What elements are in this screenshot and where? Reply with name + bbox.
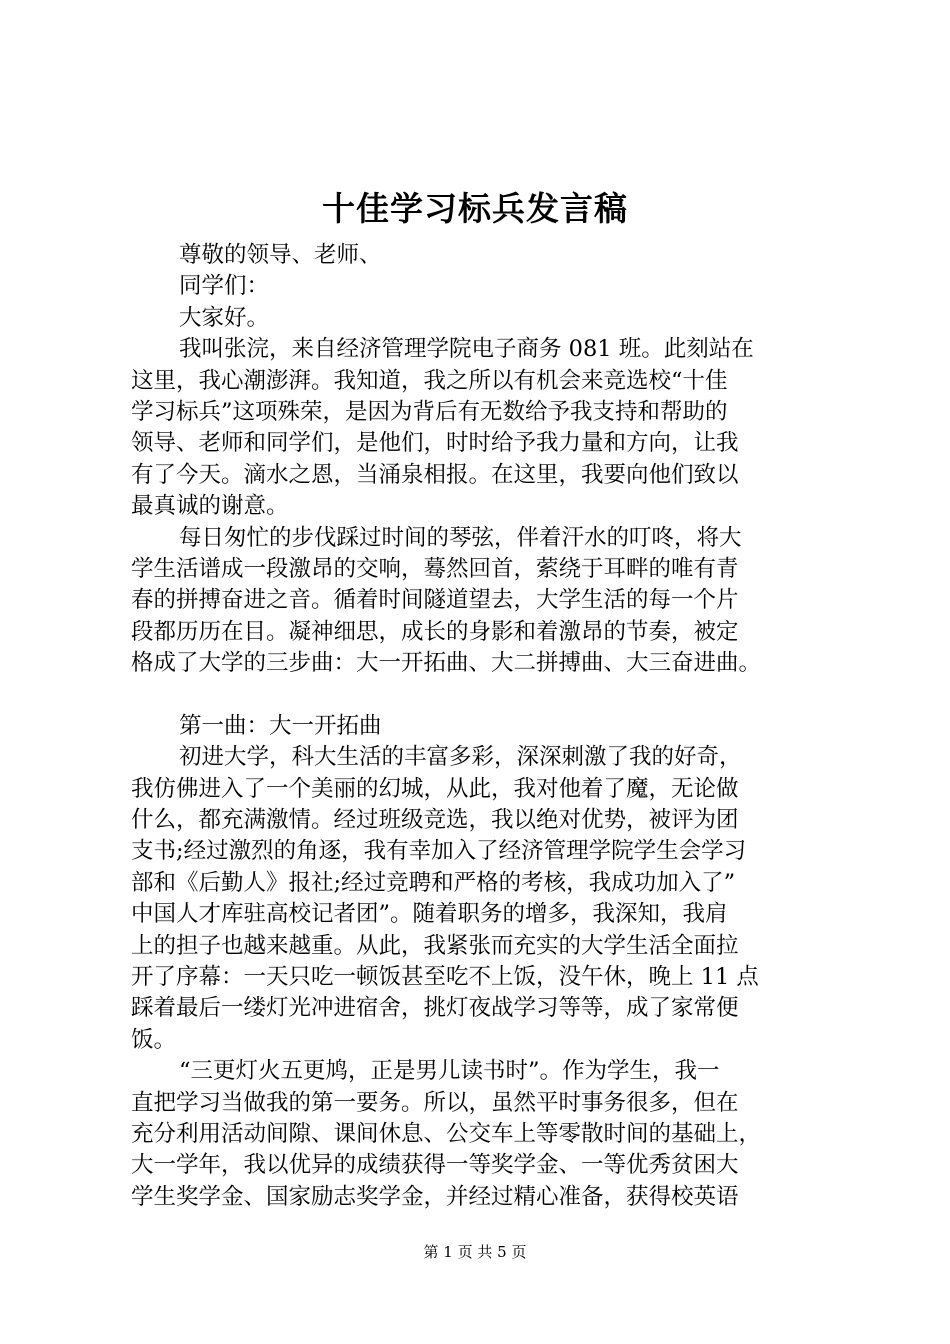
paragraph-line: 最真诚的谢意。: [131, 493, 289, 520]
paragraph-line: 上的担子也越来越重。从此，我紧张而充实的大学生活全面拉: [131, 932, 739, 959]
paragraph-line: 格成了大学的三步曲：大一开拓曲、大二拼搏曲、大三奋进曲。: [131, 650, 762, 677]
paragraph-line: 中国人才库驻高校记者团”。随着职务的增多，我深知，我肩: [131, 901, 728, 928]
paragraph-line: “三更灯火五更鸠，正是男儿读书时”。作为学生，我一: [179, 1058, 720, 1085]
paragraph-line: 我仿佛进入了一个美丽的幻城，从此，我对他着了魔，无论做: [131, 775, 739, 802]
salutation-line: 尊敬的领导、老师、: [179, 242, 382, 268]
paragraph-line: 直把学习当做我的第一要务。所以，虽然平时事务很多，但在: [131, 1089, 739, 1116]
paragraph-line: 学生奖学金、国家励志奖学金，并经过精心准备，获得校英语: [131, 1183, 739, 1210]
salutation-line: 同学们：: [179, 273, 270, 300]
paragraph-line: 每日匆忙的步伐踩过时间的琴弦，伴着汗水的叮咚，将大: [179, 524, 742, 551]
paragraph-line: 这里，我心潮澎湃。我知道，我之所以有机会来竞选校“十佳: [131, 367, 728, 394]
paragraph-line: 春的拼搏奋进之音。循着时间隧道望去，大学生活的每一个片: [131, 587, 739, 614]
paragraph-line: 开了序幕：一天只吃一顿饭甚至吃不上饭，没午休，晚上 11 点: [131, 963, 759, 990]
paragraph-line: 饭。: [131, 1026, 177, 1053]
section-heading: 第一曲：大一开拓曲: [179, 712, 382, 739]
paragraph-line: 支书;经过激烈的角逐，我有幸加入了经济管理学院学生会学习: [131, 838, 747, 865]
paragraph-line: 充分利用活动间隙、课间休息、公交车上等零散时间的基础上，: [131, 1120, 762, 1147]
paragraph-line: 领导、老师和同学们，是他们，时时给予我力量和方向，让我: [131, 430, 739, 457]
greeting-line: 大家好。: [179, 304, 270, 331]
paragraph-line: 学习标兵”这项殊荣，是因为背后有无数给予我支持和帮助的: [131, 398, 728, 425]
page-footer: 第 1 页 共 5 页: [423, 1243, 527, 1261]
paragraph-line: 踩着最后一缕灯光冲进宿舍，挑灯夜战学习等等，成了家常便: [131, 995, 739, 1022]
paragraph-line: 有了今天。滴水之恩，当涌泉相报。在这里，我要向他们致以: [131, 461, 739, 488]
paragraph-line: 什么，都充满激情。经过班级竞选，我以绝对优势，被评为团: [131, 807, 739, 834]
document-body: [131, 240, 839, 1213]
paragraph-line: 段都历历在目。凝神细思，成长的身影和着激昂的节奏，被定: [131, 618, 739, 645]
blank-line: [131, 679, 839, 710]
paragraph-line: 我叫张浣，来自经济管理学院电子商务 081 班。此刻站在: [179, 336, 754, 363]
document-title: 十佳学习标兵发言稿: [322, 189, 628, 228]
paragraph-line: 大一学年，我以优异的成绩获得一等奖学金、一等优秀贫困大: [131, 1152, 739, 1179]
paragraph-line: 部和《后勤人》报社;经过竞聘和严格的考核，我成功加入了”: [131, 869, 736, 896]
paragraph-line: 初进大学，科大生活的丰富多彩，深深刺激了我的好奇，: [179, 744, 742, 771]
paragraph-line: 学生活谱成一段激昂的交响，蓦然回首，萦绕于耳畔的唯有青: [131, 555, 739, 582]
